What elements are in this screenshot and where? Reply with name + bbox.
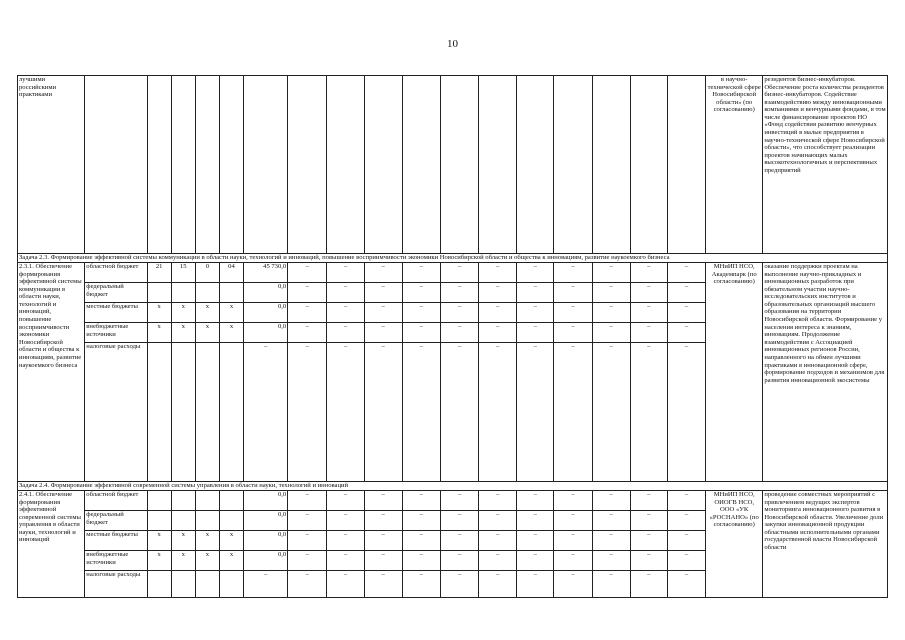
table-row: местные бюджеты x x x x 0,0 – – – – – – – – – – –: [18, 531, 888, 551]
source-cell: внебюджетные источники: [85, 551, 147, 571]
amount-cell: 0,0: [244, 491, 288, 511]
task-header-row: [18, 254, 888, 263]
source-cell: налоговые расходы: [85, 343, 147, 482]
table-row: внебюджетные источники x x x x 0,0 – – – – – – – – – – –: [18, 551, 888, 571]
source-cell: федеральный бюджет: [85, 283, 147, 303]
task-header-row: [18, 482, 888, 491]
measure-2-4-1-result: проведение совместных мероприятий с привлечением ведущих экспертов мониторинга инновационного развития в Новосибирской области. Увеличение доли закупки инновационной продукции областными исполнительными органами государственной власти Новосибирской области: [763, 491, 888, 598]
amount-cell: 0,0: [244, 551, 288, 571]
table-row: 2.3.1. Обеспечение формирования эффективной системы коммуникации в области науки, технологий и инноваций, повышение восприимчивости экономики Новосибирской области и общества к инновациям, развитие наукоемкого бизнеса областной бюджет 21 15 0 04 45 730,0 – – – – – – – – – – – МНиИП НСО, Академпарк (по согласованию) оказание поддержки проектам на выполнение научно-прикладных и инновационных разработок при обязательном участии научно-исследовательских институтов и образовательных организаций высшего образования на территории Новосибирской области. Формирование у населения интереса к знаниям, инновациям. Продолжение взаимодействия с Ассоциацией инновационных регионов России, направленного на обмен лучшими практиками в инновационной сфере, формирование подходов и механизмов для развития инновационной экосистемы: [18, 263, 888, 283]
table-row: 2.4.1. Обеспечение формирования эффективной современной системы управления в области науки, технологий и инноваций областной бюджет 0,0 – – – – – – – – – – – МНиИП НСО, ОИОГВ НСО, ООО «УК «РОСНАНО» (по согласованию) проведение совместных мероприятий с привлечением ведущих экспертов мониторинга инновационного развития в Новосибирской области. Увеличение доли закупки инновационной продукции областными исполнительными органами государственной власти Новосибирской области: [18, 491, 888, 511]
measure-2-3-1-executor: МНиИП НСО, Академпарк (по согласованию): [706, 263, 763, 482]
task-2-3-title: Задача 2.3. Формирование эффективной системы коммуникации в области науки, технологий и инноваций, повышение восприимчивости экономики Новосибирской области и общества к инновациям, развитие наукоемкого бизнеса: [18, 254, 888, 263]
table-row: местные бюджеты x x x x 0,0 – – – – – – – – – – –: [18, 303, 888, 323]
amount-cell: 0,0: [244, 323, 288, 343]
continuation-row: [18, 76, 888, 254]
measure-2-4-1-executor: МНиИП НСО, ОИОГВ НСО, ООО «УК «РОСНАНО» (по согласованию): [706, 491, 763, 598]
amount-cell: 0,0: [244, 531, 288, 551]
measure-2-3-1-name: 2.3.1. Обеспечение формирования эффективной системы коммуникации в области науки, технологий и инноваций, повышение восприимчивости экономики Новосибирской области и общества к инновациям, развитие наукоемкого бизнеса: [18, 263, 85, 482]
amount-cell: 0,0: [244, 283, 288, 303]
source-cell: внебюджетные источники: [85, 323, 147, 343]
continuation-name: лучшими российскими практиками: [18, 76, 85, 254]
table-row: федеральный бюджет 0,0 – – – – – – – – – – –: [18, 283, 888, 303]
continuation-result: резидентов бизнес-инкубаторов. Обеспечение роста количества резидентов бизнес-инкубаторов. Содействие взаимодействию между инновационными компаниями и венчурными фондами, в том числе финансирование проектов НО «Фонд содействия развитию венчурных инвестиций в малые предприятия в научно-технической сфере Новосибирской области», что способствует реализации проектов начинающих малых высокотехнологичных и перспективных предприятий: [763, 76, 888, 254]
amount-cell: 45 730,0: [244, 263, 288, 283]
source-cell: местные бюджеты: [85, 531, 147, 551]
table-row: внебюджетные источники x x x x 0,0 – – – – – – – – – – –: [18, 323, 888, 343]
program-table: [17, 75, 888, 598]
amount-cell: 0,0: [244, 303, 288, 323]
table-row: налоговые расходы – – – – – – – – – – – –: [18, 343, 888, 482]
source-cell: местные бюджеты: [85, 303, 147, 323]
amount-cell: –: [244, 343, 288, 482]
source-cell: областной бюджет: [85, 263, 147, 283]
source-cell: областной бюджет: [85, 491, 147, 511]
page-number: 10: [447, 38, 458, 50]
amount-cell: –: [244, 571, 288, 598]
amount-cell: 0,0: [244, 511, 288, 531]
task-2-4-title: Задача 2.4. Формирование эффективной современной системы управления в области науки, технологий и инноваций: [18, 482, 888, 491]
continuation-executor: в научно-технической сфере Новосибирской области» (по согласованию): [706, 76, 763, 254]
source-cell: федеральный бюджет: [85, 511, 147, 531]
table-row: налоговые расходы – – – – – – – – – – – –: [18, 571, 888, 598]
source-cell: налоговые расходы: [85, 571, 147, 598]
measure-2-3-1-result: оказание поддержки проектам на выполнение научно-прикладных и инновационных разработок при обязательном участии научно-исследовательских институтов и образовательных организаций высшего образования на территории Новосибирской области. Формирование у населения интереса к знаниям, инновациям. Продолжение взаимодействия с Ассоциацией инновационных регионов России, направленного на обмен лучшими практиками в инновационной сфере, формирование подходов и механизмов для развития инновационной экосистемы: [763, 263, 888, 482]
measure-2-4-1-name: 2.4.1. Обеспечение формирования эффективной современной системы управления в области науки, технологий и инноваций: [18, 491, 85, 598]
table-row: федеральный бюджет 0,0 – – – – – – – – – – –: [18, 511, 888, 531]
